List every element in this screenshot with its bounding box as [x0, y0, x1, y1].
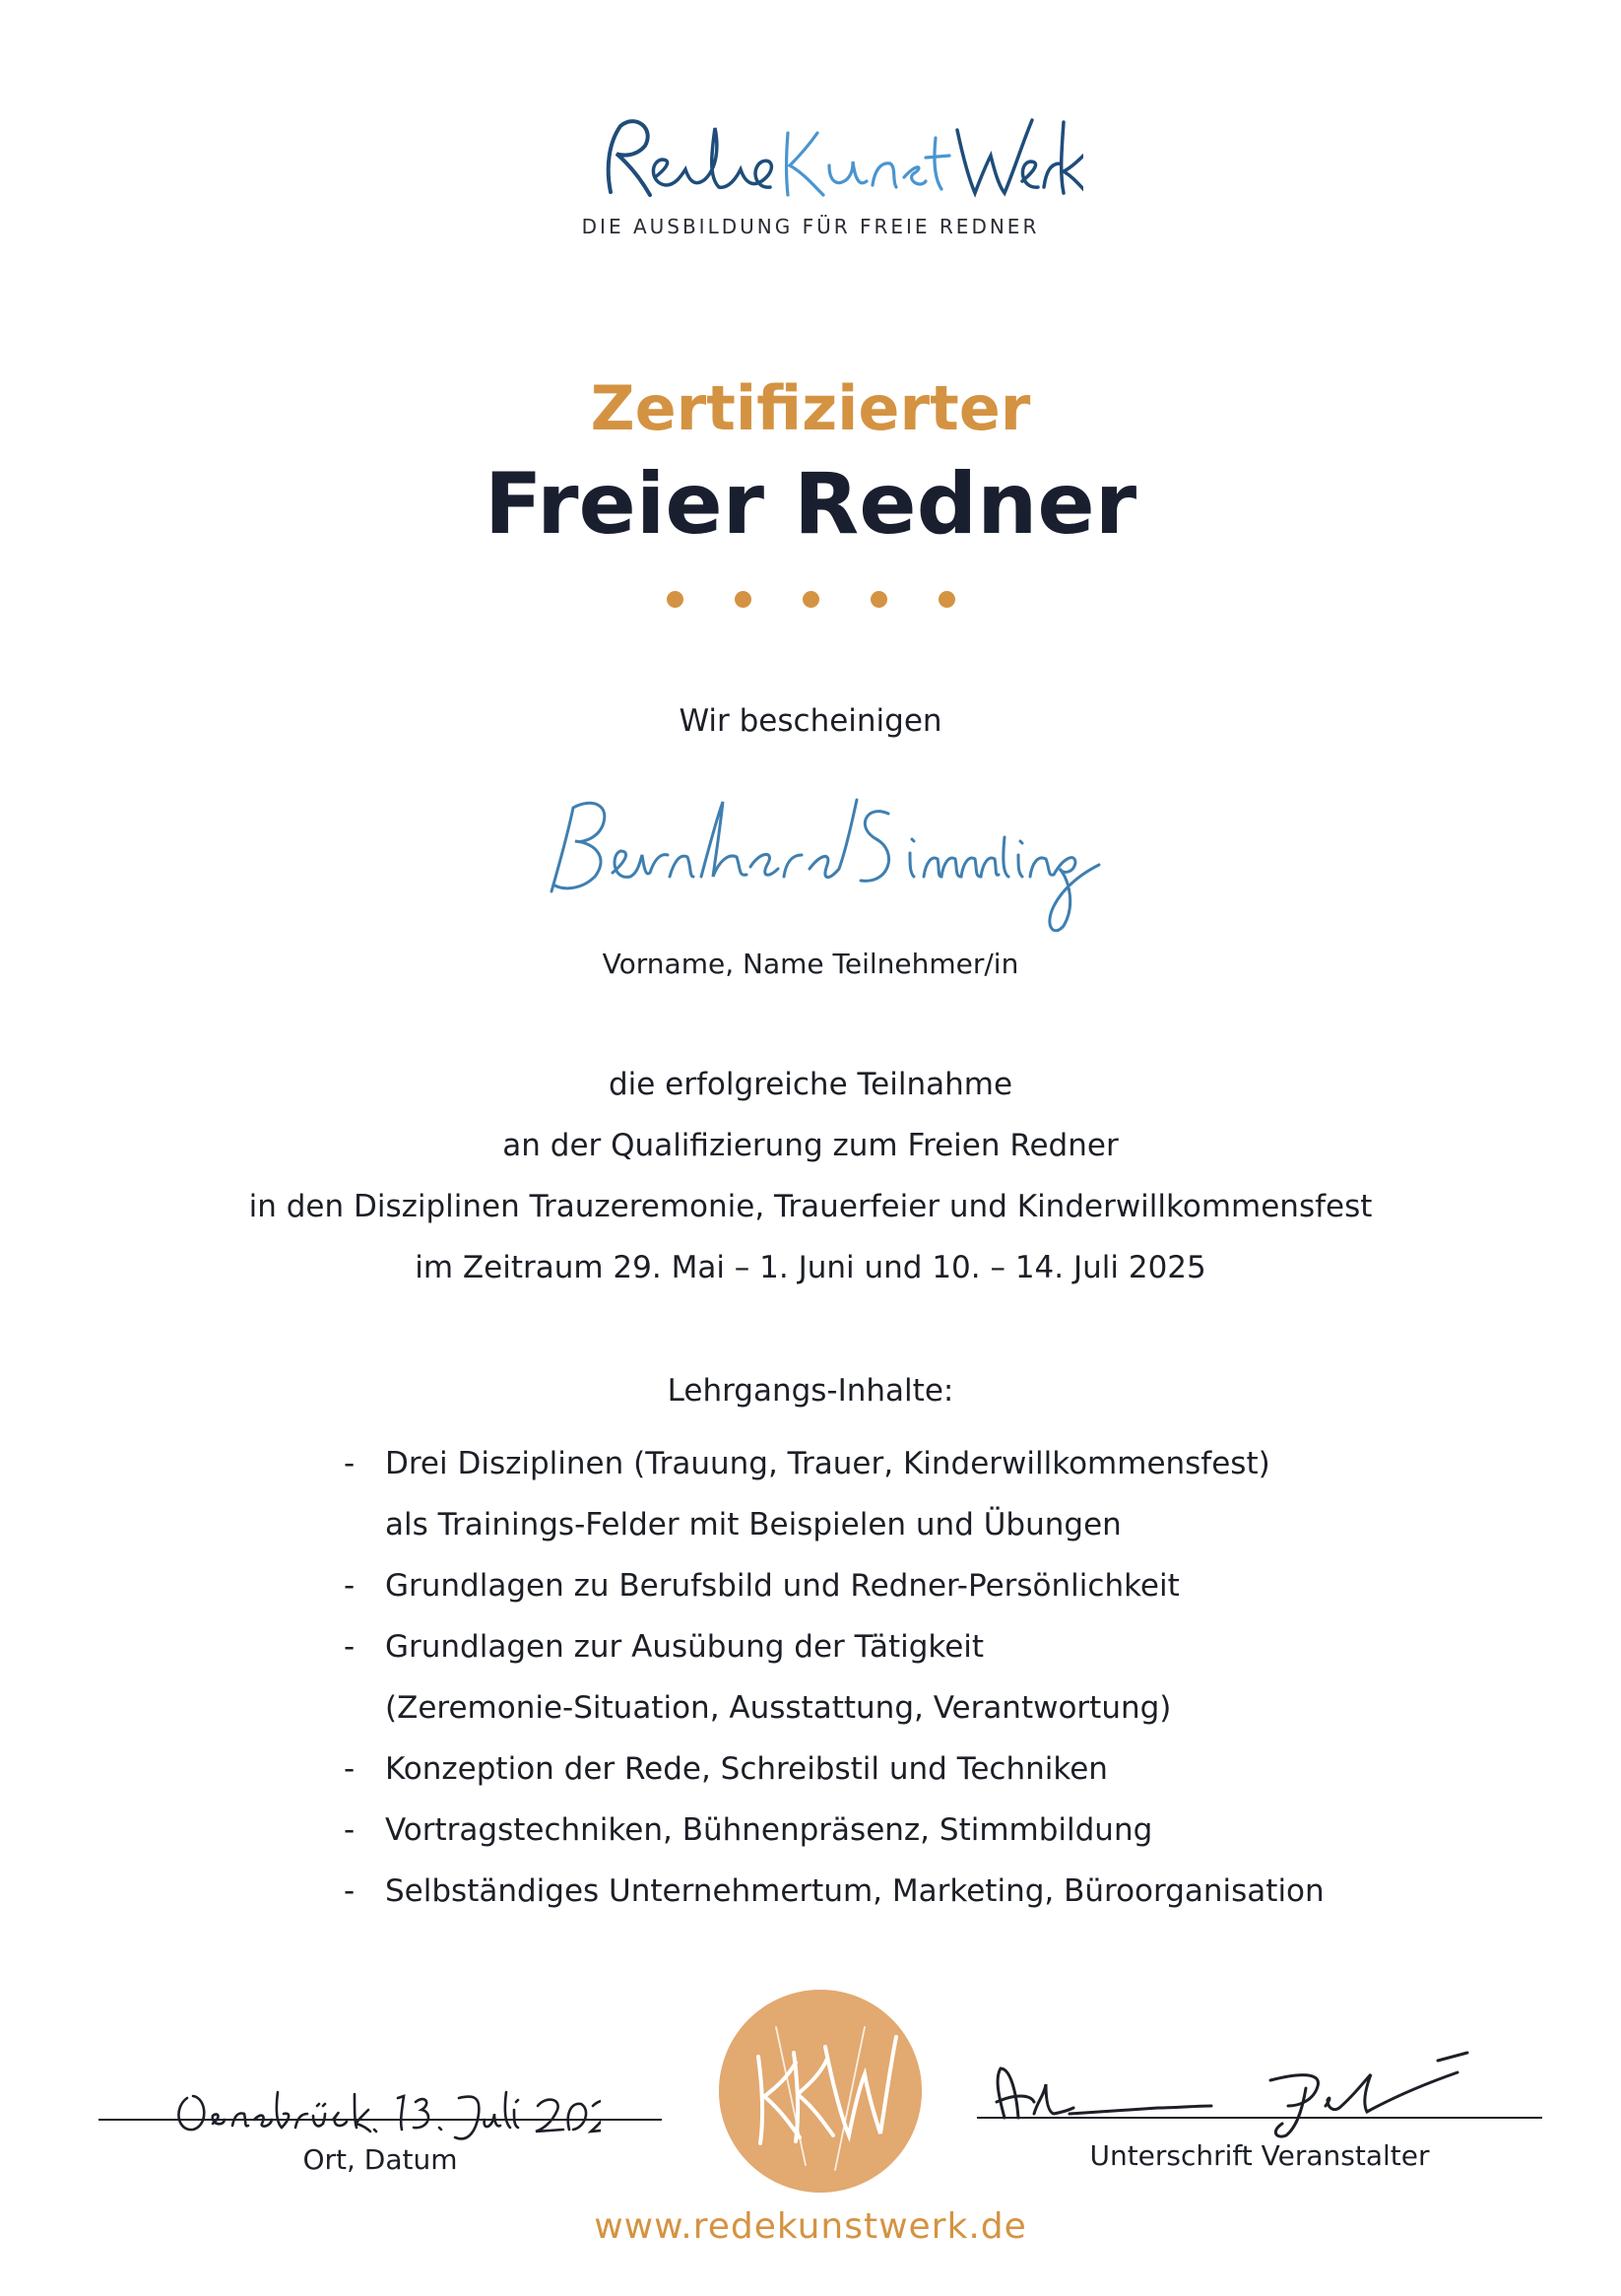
- place-date-handwriting: [167, 2059, 601, 2147]
- dot-icon: [735, 591, 751, 608]
- dot-icon: [667, 591, 683, 608]
- list-item: - Selbständiges Unternehmertum, Marketing, Büroorganisation: [344, 1873, 1325, 1909]
- dot-icon: [871, 591, 887, 608]
- list-item: - Grundlagen zu Berufsbild und Redner-Persönlichkeit: [344, 1568, 1180, 1604]
- dot-icon: [939, 591, 955, 608]
- dot-icon: [803, 591, 819, 608]
- organizer-signature: [975, 2029, 1556, 2147]
- signature-label: Unterschrift Veranstalter: [1089, 2139, 1430, 2172]
- list-item: als Trainings-Felder mit Beispielen und Übungen: [385, 1507, 1122, 1542]
- certification-line: im Zeitraum 29. Mai – 1. Juni und 10. – 14. Juli 2025: [415, 1250, 1206, 1285]
- participant-name-caption: Vorname, Name Teilnehmer/in: [602, 948, 1019, 980]
- list-item: - Konzeption der Rede, Schreibstil und Techniken: [344, 1751, 1108, 1787]
- page-title: Freier Redner: [484, 455, 1137, 554]
- certification-line: in den Disziplinen Trauzeremonie, Trauerfeier und Kinderwillkommensfest: [248, 1189, 1373, 1224]
- certification-line: an der Qualifizierung zum Freien Redner: [502, 1128, 1119, 1163]
- decorative-dots: [0, 591, 1621, 611]
- logo-tagline: DIE AUSBILDUNG FÜR FREIE REDNER: [581, 215, 1040, 238]
- participant-name-handwriting: [532, 778, 1103, 946]
- certification-lead: Wir bescheinigen: [679, 703, 942, 739]
- website-url: www.redekunstwerk.de: [594, 2206, 1027, 2247]
- contents-heading: Lehrgangs-Inhalte:: [667, 1373, 954, 1409]
- list-item: (Zeremonie-Situation, Ausstattung, Verantwortung): [385, 1690, 1172, 1726]
- list-item: - Grundlagen zur Ausübung der Tätigkeit: [344, 1629, 985, 1665]
- title-certified: Zertifizierter: [590, 372, 1031, 444]
- place-date-line: [98, 2119, 662, 2121]
- contents-list: [340, 1433, 1472, 1922]
- place-date-label: Ort, Datum: [302, 2143, 458, 2176]
- redekunstwerk-logo: [551, 98, 1083, 227]
- certification-line: die erfolgreiche Teilnahme: [608, 1067, 1013, 1102]
- signature-line: [977, 2117, 1542, 2119]
- list-item: - Vortragstechniken, Bühnenpräsenz, Stimmbildung: [344, 1812, 1153, 1848]
- list-item: - Drei Disziplinen (Trauung, Trauer, Kinderwillkommensfest): [344, 1446, 1270, 1481]
- rkw-seal-logo: [717, 1988, 924, 2195]
